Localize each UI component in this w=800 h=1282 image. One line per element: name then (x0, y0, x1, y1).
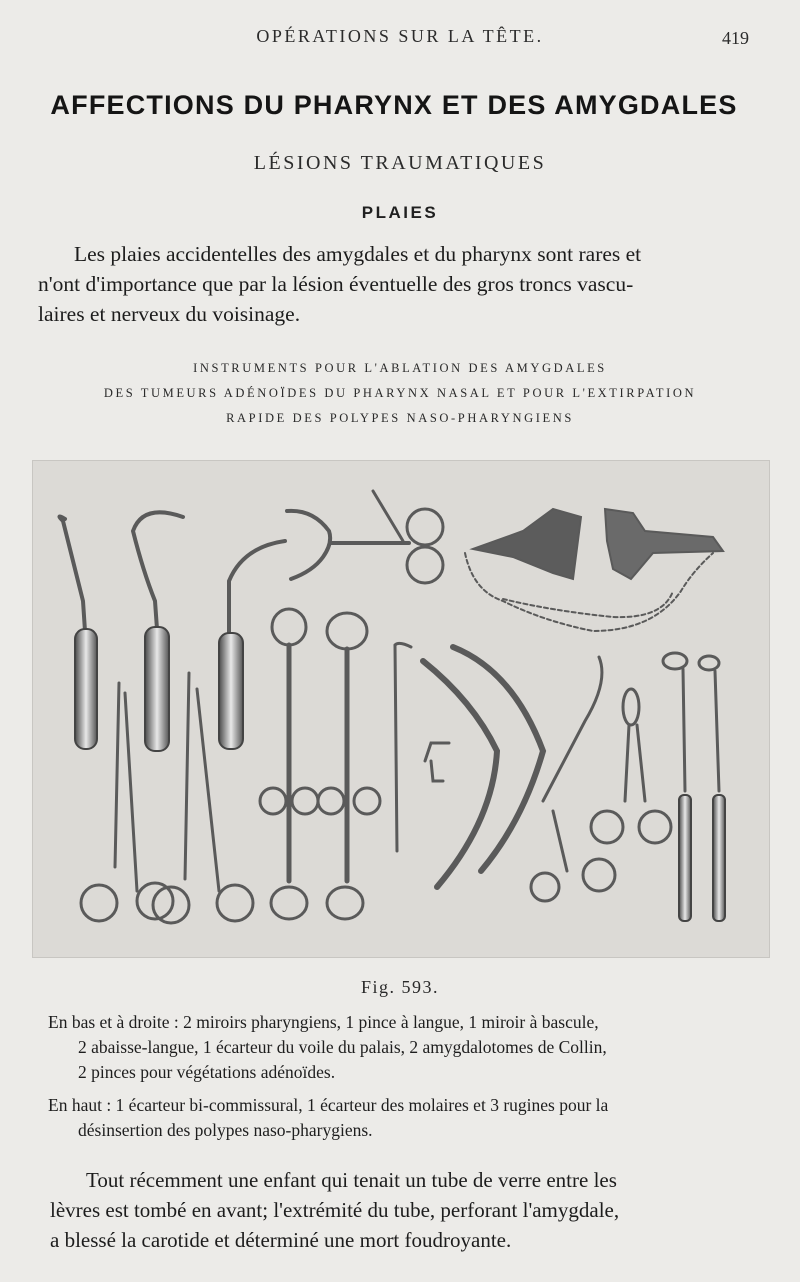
legend-line: 2 pinces pour végétations adénoïdes. (78, 1062, 336, 1082)
tilting-mirror (531, 657, 615, 901)
instruments-photograph (32, 460, 770, 958)
page-number: 419 (722, 28, 749, 48)
legend-line: 2 abaisse-langue, 1 écarteur du voile du palais, 2 amygdalotomes de Collin, (78, 1037, 607, 1057)
amygdalotome-1 (260, 609, 318, 919)
caption-line: RAPIDE DES POLYPES NASO-PHARYNGIENS (226, 411, 574, 425)
closing-line: lèvres est tombé en avant; l'extrémité du tube, perforant l'amygdale, (50, 1198, 620, 1222)
bi-commissural-retractor (287, 491, 443, 583)
legend-line: désinsertion des polypes naso-pharygiens. (78, 1120, 373, 1140)
caption-line: DES TUMEURS ADÉNOÏDES DU PHARYNX NASAL ET POUR L'EXTIRPATION (103, 386, 697, 400)
legend-line: En bas et à droite : 2 miroirs pharyngiens, 1 pince à langue, 1 miroir à bascule, (48, 1012, 599, 1032)
closing-line: Tout récemment une enfant qui tenait un tube de verre entre les (86, 1168, 617, 1192)
figure-label: Fig. 593. (360, 977, 439, 997)
legend-line: En haut : 1 écarteur bi-commissural, 1 écarteur des molaires et 3 rugines pour la (48, 1095, 609, 1115)
raspatory-2 (133, 512, 183, 751)
instruments-illustration (33, 461, 769, 957)
intro-line: Les plaies accidentelles des amygdales et du pharynx sont rares et (74, 242, 642, 266)
subsection-title: PLAIES (361, 203, 439, 222)
section-title: LÉSIONS TRAUMATIQUES (253, 152, 547, 174)
tongue-depressor-1 (423, 661, 497, 887)
intro-line: laires et nerveux du voisinage. (38, 302, 301, 326)
tongue-forceps (591, 689, 671, 843)
closing-line: a blessé la carotide et déterminé une mort foudroyante. (50, 1228, 512, 1252)
raspatory-1 (59, 516, 97, 749)
caption-line: INSTRUMENTS POUR L'ABLATION DES AMYGDALES (193, 361, 607, 375)
main-title: AFFECTIONS DU PHARYNX ET DES AMYGDALES (50, 90, 738, 120)
amygdalotome-2 (318, 613, 380, 919)
molar-retractor (465, 509, 723, 631)
pharyngeal-mirror-1 (663, 653, 691, 921)
running-head: OPÉRATIONS SUR LA TÊTE. (256, 26, 544, 46)
intro-line: n'ont d'importance que par la lésion éventuelle des gros troncs vascu- (38, 272, 634, 296)
pharyngeal-mirror-2 (699, 656, 725, 921)
raspatory-3 (219, 541, 285, 749)
